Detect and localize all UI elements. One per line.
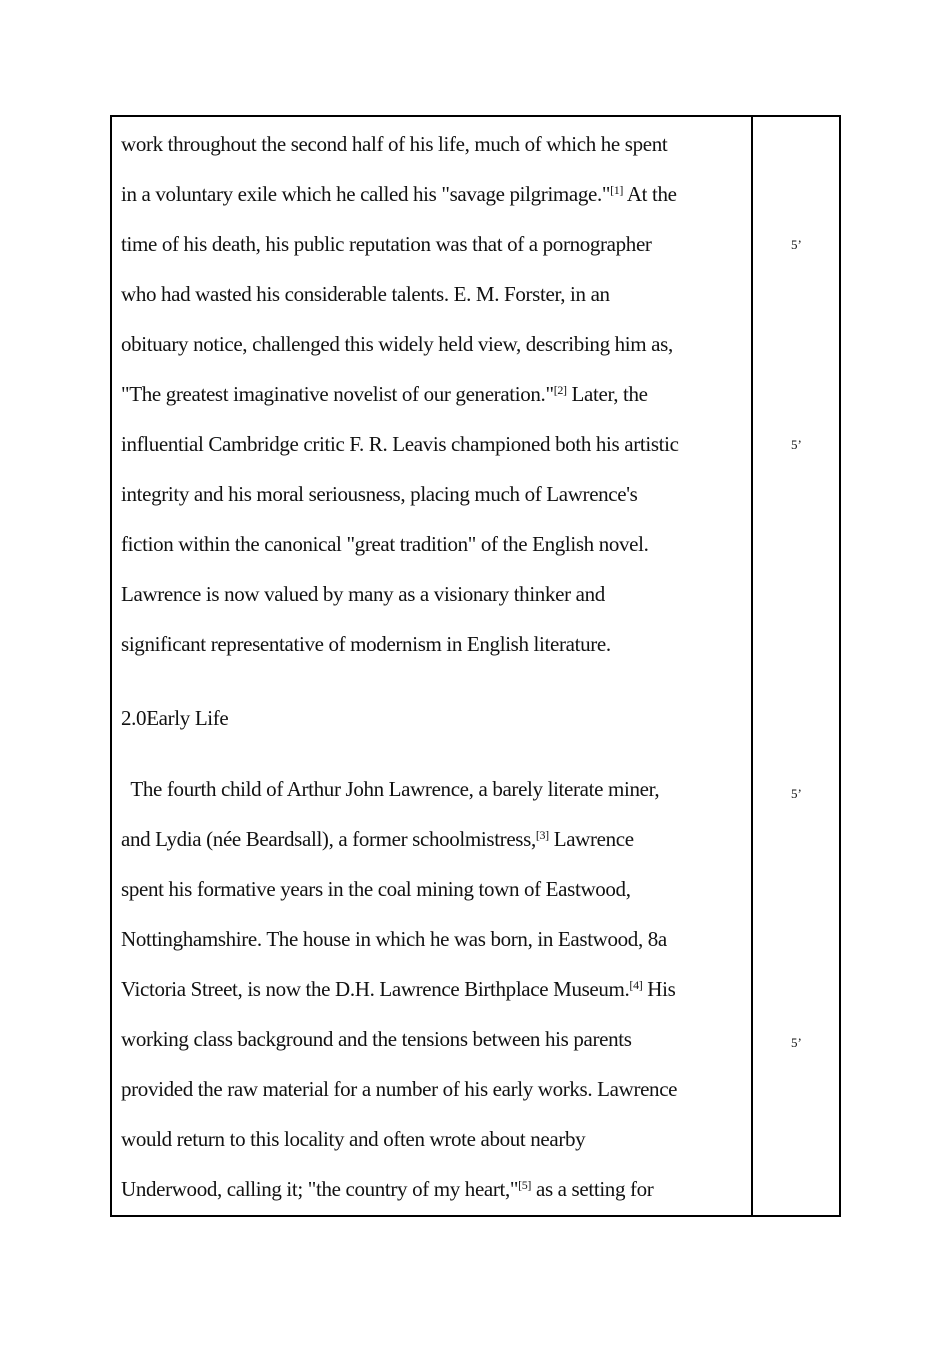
text-line-6: "The greatest imaginative novelist of our generation."[2] Later, the [121,382,648,406]
text-line-18: provided the raw material for a number of his early works. Lawrence [121,1077,678,1101]
footnote-ref: [2] [553,383,567,397]
text-line-20: Underwood, calling it; "the country of my heart,"[5] as a setting for [121,1177,654,1201]
text-line-9: fiction within the canonical "great tradition" of the English novel. [121,532,649,556]
text-line-11: significant representative of modernism in English literature. [121,632,611,656]
text-line-1: work throughout the second half of his life, much of which he spent [121,132,668,156]
text-line-4: who had wasted his considerable talents. E. M. Forster, in an [121,282,610,306]
text-line-2: in a voluntary exile which he called his "savage pilgrimage."[1] At the [121,182,677,206]
text-line-17: working class background and the tensions between his parents [121,1027,632,1051]
margin-mark: 5’ [791,237,802,252]
margin-mark: 5’ [791,786,802,801]
text-column [112,117,753,1215]
text-line-12: The fourth child of Arthur John Lawrence, a barely literate miner, [121,777,660,801]
text-line-3: time of his death, his public reputation was that of a pornographer [121,232,652,256]
margin-mark: 5’ [791,437,802,452]
margin-mark: 5’ [791,1035,802,1050]
text-line-13: and Lydia (née Beardsall), a former schoolmistress,[3] Lawrence [121,827,634,851]
text-line-5: obituary notice, challenged this widely held view, describing him as, [121,332,673,356]
document-table [110,115,841,1217]
text-line-16: Victoria Street, is now the D.H. Lawrence Birthplace Museum.[4] His [121,977,676,1001]
text-line-14: spent his formative years in the coal mining town of Eastwood, [121,877,631,901]
text-line-7: influential Cambridge critic F. R. Leavis championed both his artistic [121,432,679,456]
footnote-ref: [5] [518,1178,532,1192]
margin-column [753,117,839,1215]
text-line-19: would return to this locality and often wrote about nearby [121,1127,586,1151]
text-line-8: integrity and his moral seriousness, placing much of Lawrence's [121,482,638,506]
footnote-ref: [4] [629,978,643,992]
section-heading: 2.0Early Life [121,706,229,730]
text-line-15: Nottinghamshire. The house in which he was born, in Eastwood, 8a [121,927,667,951]
text-line-10: Lawrence is now valued by many as a visionary thinker and [121,582,605,606]
footnote-ref: [1] [610,183,624,197]
footnote-ref: [3] [535,828,549,842]
